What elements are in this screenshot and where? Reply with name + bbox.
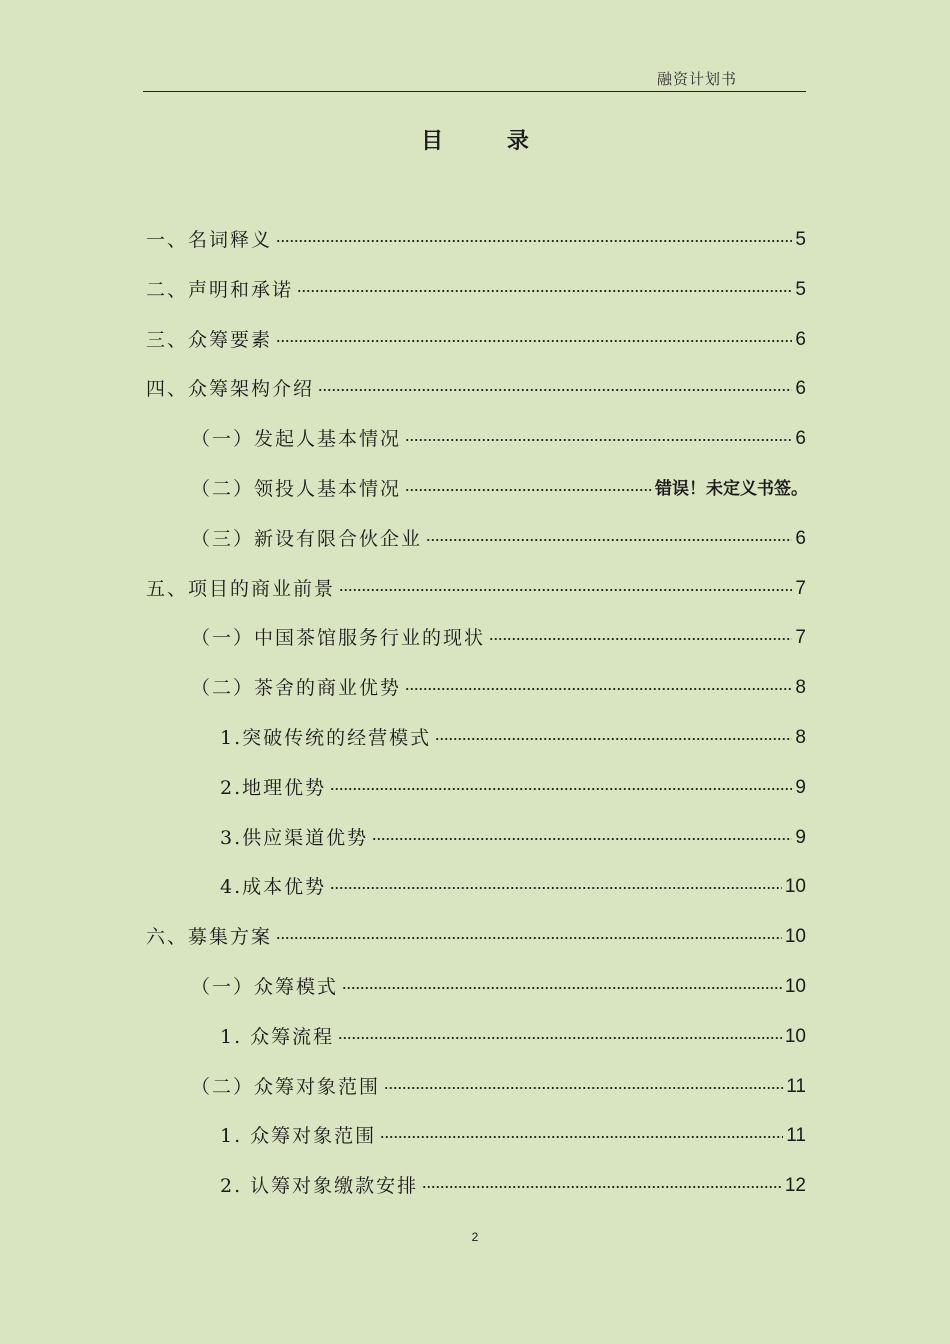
toc-entry-text: （一）发起人基本情况 bbox=[191, 428, 402, 451]
toc-dot-leader bbox=[276, 934, 782, 942]
page-number: 2 bbox=[471, 1230, 479, 1244]
toc-entry-text: 2. 认筹对象缴款安排 bbox=[220, 1175, 419, 1198]
toc-entry-page: 7 bbox=[795, 577, 806, 599]
toc-entry[interactable] bbox=[220, 1121, 806, 1151]
toc-entry-text: 2.地理优势 bbox=[220, 776, 327, 799]
toc-dot-leader bbox=[489, 635, 792, 643]
toc-entry-page: 9 bbox=[795, 826, 806, 848]
toc-dot-leader bbox=[372, 835, 792, 843]
toc-entry-page: 9 bbox=[795, 776, 806, 798]
toc-entry-text: 一、名词释义 bbox=[146, 229, 273, 251]
toc-dot-leader bbox=[426, 536, 792, 544]
toc-entry-text: 三、众筹要素 bbox=[146, 328, 273, 351]
toc-entry-page: 6 bbox=[795, 527, 806, 549]
toc-entry-page: 6 bbox=[795, 378, 806, 400]
toc-dot-leader bbox=[380, 1133, 783, 1141]
toc-entry[interactable] bbox=[146, 275, 806, 305]
toc-entry-page: 5 bbox=[795, 229, 806, 250]
toc-entry[interactable] bbox=[191, 474, 806, 504]
toc-dot-leader bbox=[338, 1034, 782, 1042]
toc-entry-page: 12 bbox=[784, 1175, 806, 1197]
running-header-title: 融资计划书 bbox=[656, 70, 737, 88]
toc-entry-page: 8 bbox=[795, 677, 806, 699]
toc-entry-text: 二、声明和承诺 bbox=[146, 278, 294, 301]
toc-entry-text: 四、众筹架构介绍 bbox=[146, 378, 315, 401]
toc-entry[interactable] bbox=[220, 723, 806, 753]
toc-entry[interactable] bbox=[146, 225, 806, 255]
toc-dot-leader bbox=[405, 685, 792, 693]
toc-dot-leader bbox=[384, 1084, 783, 1092]
toc-entry-text: 4.成本优势 bbox=[220, 876, 327, 899]
toc-entry-page: 6 bbox=[795, 328, 806, 350]
toc-entry-error-message: 错误！未定义书签。 bbox=[655, 479, 808, 499]
toc-entry-page: 10 bbox=[784, 876, 806, 898]
toc-entry-page: 10 bbox=[784, 976, 806, 997]
toc-entry-text: （三）新设有限合伙企业 bbox=[191, 527, 423, 550]
toc-entry-page: 8 bbox=[795, 727, 806, 748]
toc-entry-page: 10 bbox=[784, 1025, 806, 1047]
toc-entry-text: （一）中国茶馆服务行业的现状 bbox=[191, 627, 486, 650]
toc-entry[interactable] bbox=[220, 773, 806, 803]
toc-dot-leader bbox=[330, 785, 792, 793]
toc-entry[interactable] bbox=[191, 972, 806, 1002]
toc-dot-leader bbox=[339, 586, 792, 594]
toc-dot-leader bbox=[435, 735, 792, 743]
toc-entry[interactable] bbox=[191, 524, 806, 554]
toc-entry[interactable] bbox=[220, 1022, 806, 1052]
toc-entry[interactable] bbox=[191, 673, 806, 703]
toc-dot-leader bbox=[405, 486, 652, 494]
toc-dot-leader bbox=[405, 436, 792, 444]
toc-entry[interactable] bbox=[220, 872, 806, 902]
toc-entry-page: 11 bbox=[786, 1075, 806, 1097]
toc-entry-text: （二）众筹对象范围 bbox=[191, 1075, 381, 1098]
toc-dot-leader bbox=[276, 337, 792, 345]
toc-entry-page: 11 bbox=[786, 1125, 806, 1147]
toc-entry-page: 6 bbox=[795, 428, 806, 450]
toc-dot-leader bbox=[297, 287, 792, 295]
toc-entry-text: 1. 众筹对象范围 bbox=[220, 1125, 377, 1148]
toc-entry[interactable] bbox=[146, 574, 806, 604]
toc-entry-text: 1.突破传统的经营模式 bbox=[220, 727, 432, 749]
toc-entry[interactable] bbox=[146, 374, 806, 404]
toc-entry-text: （二）领投人基本情况 bbox=[191, 478, 402, 500]
toc-dot-leader bbox=[276, 237, 792, 245]
toc-entry-page: 7 bbox=[795, 627, 806, 649]
toc-entry[interactable] bbox=[146, 922, 806, 952]
toc-entry[interactable] bbox=[191, 623, 806, 653]
toc-entry[interactable] bbox=[191, 424, 806, 454]
toc-entry[interactable] bbox=[220, 1171, 806, 1201]
toc-dot-leader bbox=[318, 386, 792, 394]
toc-entry[interactable] bbox=[191, 1072, 806, 1102]
toc-entry-text: 3.供应渠道优势 bbox=[220, 826, 369, 849]
toc-dot-leader bbox=[342, 984, 782, 992]
header-rule bbox=[143, 91, 806, 92]
toc-entry-page: 10 bbox=[784, 926, 806, 948]
toc-entry-text: 五、项目的商业前景 bbox=[146, 577, 336, 600]
toc-entry[interactable] bbox=[146, 325, 806, 355]
toc-entry-text: （一）众筹模式 bbox=[191, 976, 339, 998]
toc-entry-text: 六、募集方案 bbox=[146, 926, 273, 949]
toc-entry-page: 5 bbox=[795, 278, 806, 300]
toc-entry-text: 1. 众筹流程 bbox=[220, 1025, 335, 1048]
toc-entry-text: （二）茶舍的商业优势 bbox=[191, 677, 402, 700]
toc-dot-leader bbox=[422, 1183, 782, 1191]
toc-entry[interactable] bbox=[220, 823, 806, 853]
toc-dot-leader bbox=[330, 884, 782, 892]
toc-title: 目 录 bbox=[421, 128, 557, 154]
